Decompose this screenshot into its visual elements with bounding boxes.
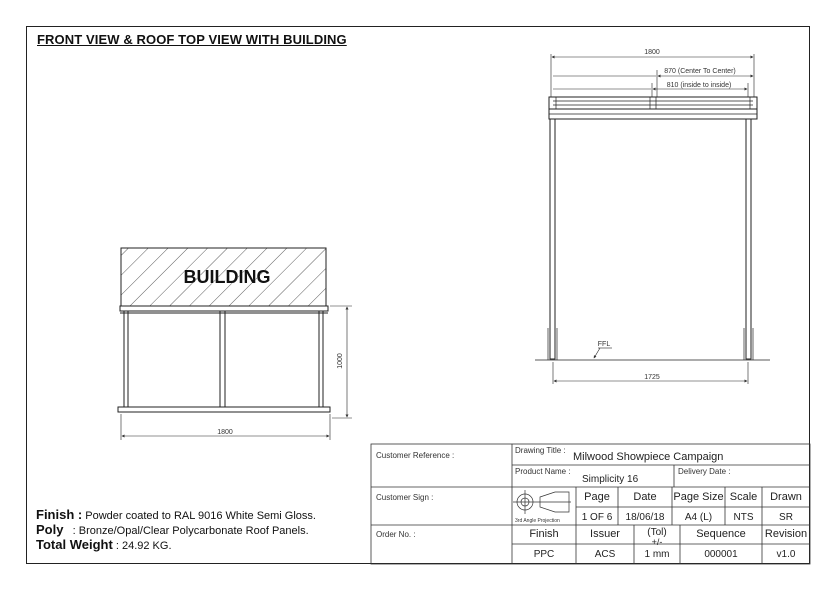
projection-label: 3rd Angle Projection xyxy=(515,518,560,524)
side-left-post xyxy=(550,119,555,359)
poly-note-value: : Bronze/Opal/Clear Polycarbonate Roof Panels. xyxy=(72,525,309,537)
finish-header: Finish xyxy=(529,528,559,540)
dim-bottom-width: 1725 xyxy=(644,374,660,381)
side-view xyxy=(535,54,770,384)
gutter-beam xyxy=(120,306,328,311)
issuer-value: ACS xyxy=(594,549,616,560)
customer-sign-label: Customer Sign : xyxy=(376,493,434,502)
poly-note-label: Poly xyxy=(36,522,64,537)
page-size-header: Page Size xyxy=(673,491,724,503)
weight-note xyxy=(36,538,316,553)
product-name-label: Product Name : xyxy=(515,467,571,476)
roof-panel xyxy=(549,97,757,109)
sequence-value: 000001 xyxy=(704,549,738,560)
revision-header: Revision xyxy=(764,528,808,540)
weight-note-label: Total Weight xyxy=(36,537,113,552)
dim-left-height: 1000 xyxy=(337,353,344,369)
drawing-title-label: Drawing Title : xyxy=(515,446,566,455)
middle-post xyxy=(220,311,225,409)
customer-reference-label: Customer Reference : xyxy=(376,451,455,460)
building-label: BUILDING xyxy=(183,267,271,287)
finish-note-value: Powder coated to RAL 9016 White Semi Gloss. xyxy=(85,510,316,522)
dim-inside-to-inside: 810 (inside to inside) xyxy=(666,82,732,89)
ffl-arrow xyxy=(594,348,600,358)
scale-header: Scale xyxy=(729,491,758,503)
poly-note xyxy=(36,523,316,538)
tolerance-header: (Tol) xyxy=(647,527,667,538)
revision-value: v1.0 xyxy=(776,549,796,560)
finish-note-label: Finish : xyxy=(36,507,83,522)
order-no-label: Order No. : xyxy=(376,530,416,539)
drawing-title-value: Milwood Showpiece Campaign xyxy=(573,451,724,463)
base-rail xyxy=(118,407,330,412)
tolerance-plus-minus: +/- xyxy=(651,537,663,547)
drawn-header: Drawn xyxy=(770,491,802,503)
date-header: Date xyxy=(633,491,657,503)
finish-value: PPC xyxy=(533,549,555,560)
drawing-heading: FRONT VIEW & ROOF TOP VIEW WITH BUILDING xyxy=(37,32,347,47)
issuer-header: Issuer xyxy=(590,528,620,540)
left-post xyxy=(124,311,128,409)
dim-left-width: 1800 xyxy=(217,429,233,436)
side-right-post xyxy=(746,119,751,359)
finish-note xyxy=(36,508,316,523)
sequence-header: Sequence xyxy=(696,528,746,540)
drawn-value: SR xyxy=(779,512,793,523)
dim-top-width: 1800 xyxy=(644,49,660,56)
third-angle-projection-icon xyxy=(513,490,571,514)
scale-value: NTS xyxy=(733,512,754,523)
ffl-label: FFL xyxy=(597,341,611,348)
product-name-value: Simplicity 16 xyxy=(582,474,639,485)
page-value: 1 OF 6 xyxy=(581,512,613,523)
page-size-value: A4 (L) xyxy=(684,512,713,523)
dim-center-to-center: 870 (Center To Center) xyxy=(664,68,736,75)
delivery-date-label: Delivery Date : xyxy=(678,467,731,476)
spec-notes xyxy=(36,508,316,553)
tolerance-value: 1 mm xyxy=(644,549,670,560)
page-header: Page xyxy=(584,491,610,503)
date-value: 18/06/18 xyxy=(625,512,665,523)
right-post xyxy=(319,311,323,409)
weight-note-value: : 24.92 KG. xyxy=(115,540,172,552)
